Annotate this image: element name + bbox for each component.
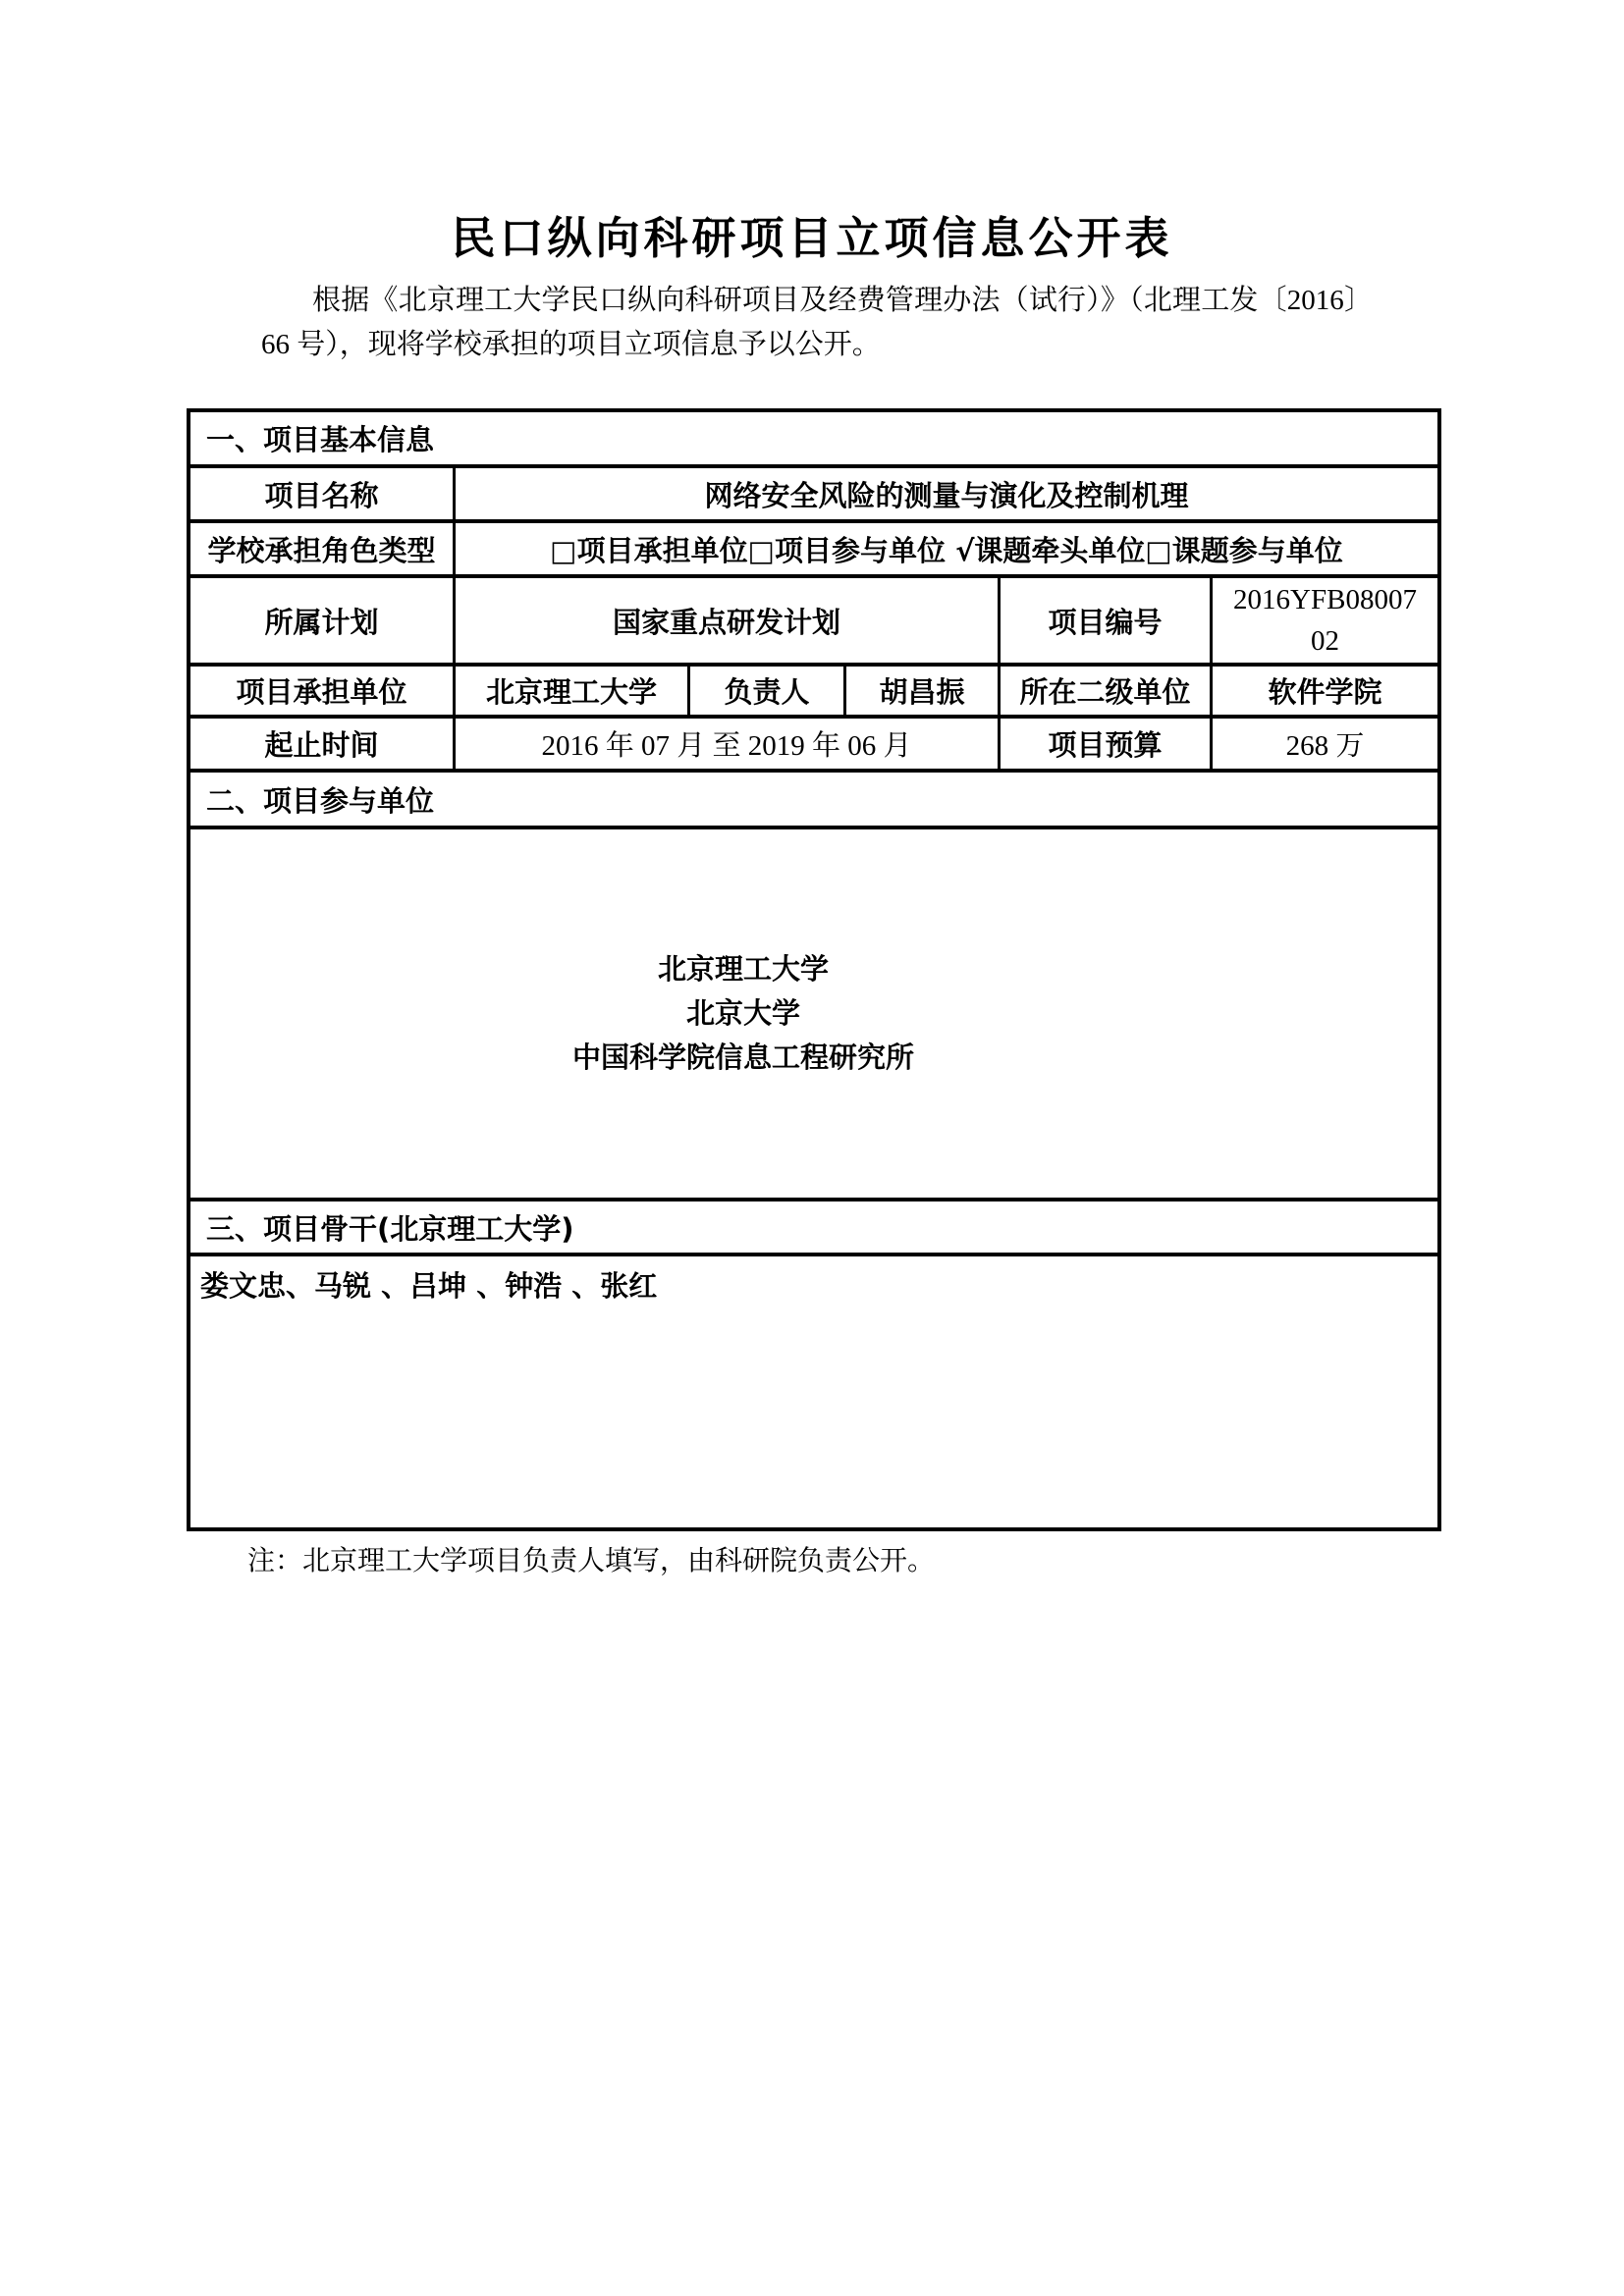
budget-label: 项目预算 (1001, 719, 1213, 769)
undertaking-unit-row (190, 667, 1437, 719)
participant-unit: 中国科学院信息工程研究所 (571, 1041, 914, 1074)
project-number-value (1213, 578, 1437, 663)
duration-label: 起止时间 (190, 719, 456, 769)
participants-row (190, 829, 1437, 1201)
role-type-label: 学校承担角色类型 (190, 523, 456, 574)
section1-header: 一、项目基本信息 (206, 423, 435, 456)
role-type-value: □项目承担单位□项目参与单位 √课题牵头单位□课题参与单位 (550, 533, 1343, 567)
project-name-value: 网络安全风险的测量与演化及控制机理 (704, 478, 1189, 512)
project-info-table (187, 408, 1441, 1531)
budget-value: 268 万 (1285, 730, 1365, 762)
intro-paragraph: 根据《北京理工大学民口纵向科研项目及经费管理办法（试行）》（北理工发〔2016〕66 号），现将学校承担的项目立项信息予以公开。 (261, 285, 1373, 360)
section1-header-row (190, 412, 1437, 468)
leader-value: 胡昌振 (846, 667, 1001, 715)
duration-value: 2016 年 07 月 至 2019 年 06 月 (456, 719, 1001, 769)
section3-header-row (190, 1201, 1437, 1256)
page-title: 民口纵向科研项目立项信息公开表 (451, 212, 1173, 264)
footnote: 注：北京理工大学项目负责人填写，由科研院负责公开。 (247, 1546, 936, 1576)
participants-cell (190, 829, 1437, 1198)
section2-header-row (190, 773, 1437, 829)
program-row (190, 578, 1437, 667)
undertaking-unit-label: 项目承担单位 (190, 667, 456, 715)
members-row (190, 1256, 1437, 1527)
project-number-line2: 02 (1311, 625, 1339, 657)
secondary-unit-value: 软件学院 (1268, 675, 1382, 709)
section2-header: 二、项目参与单位 (206, 783, 435, 818)
undertaking-unit-value: 北京理工大学 (456, 667, 690, 715)
project-name-label: 项目名称 (190, 468, 456, 519)
participant-unit: 北京理工大学 (657, 952, 829, 986)
participant-unit: 北京大学 (685, 996, 800, 1030)
program-label: 所属计划 (190, 578, 456, 663)
members-value: 娄文忠、马锐 、吕坤 、钟浩 、张红 (200, 1269, 658, 1303)
section3-header: 三、项目骨干(北京理工大学) (206, 1211, 574, 1246)
project-number-line1: 2016YFB08007 (1233, 584, 1417, 615)
role-type-row (190, 523, 1437, 578)
participant-units-list (572, 947, 914, 1080)
secondary-unit-label: 所在二级单位 (1001, 667, 1213, 715)
leader-label: 负责人 (690, 667, 846, 715)
duration-row (190, 719, 1437, 773)
project-name-row (190, 468, 1437, 523)
project-number-label: 项目编号 (1001, 578, 1213, 663)
program-value: 国家重点研发计划 (456, 578, 1001, 663)
